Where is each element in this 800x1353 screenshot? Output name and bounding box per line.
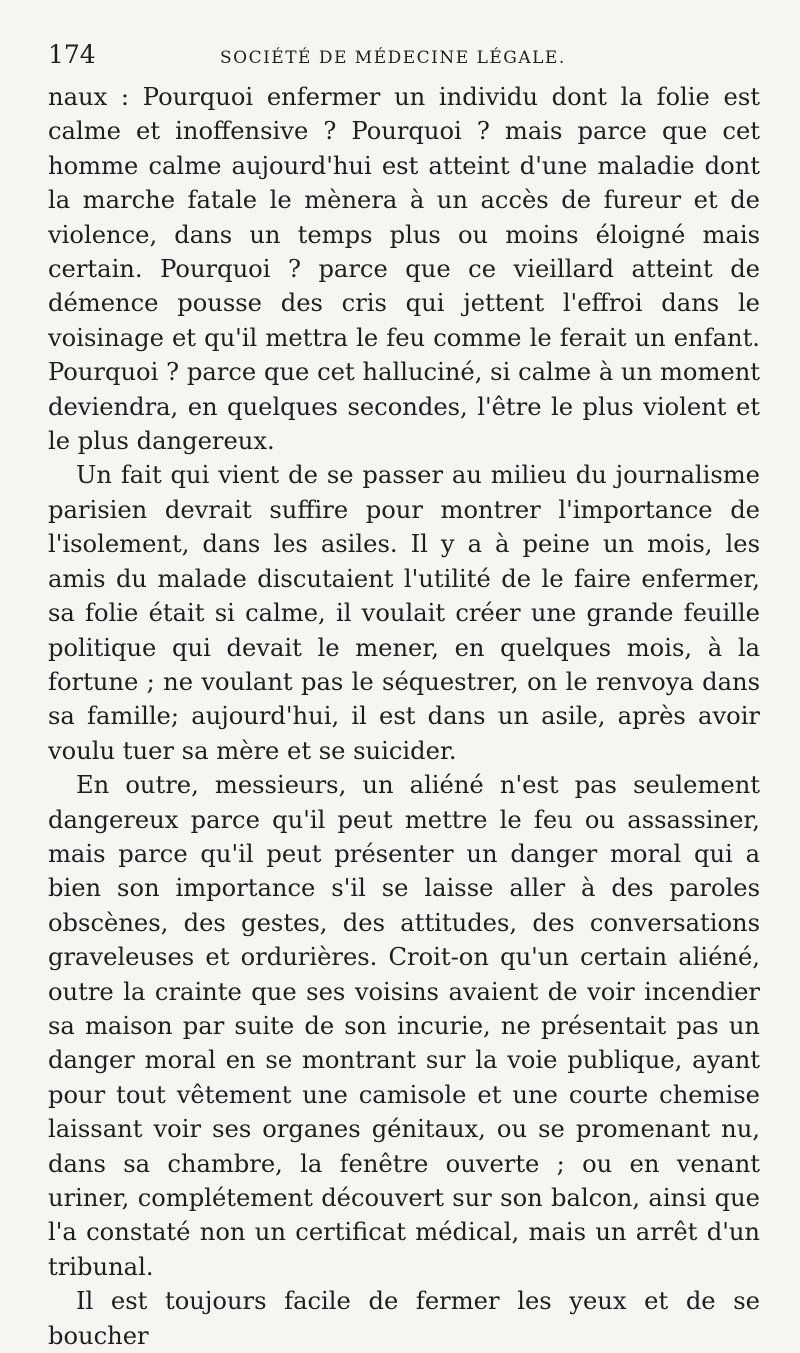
body-text — [48, 80, 760, 1353]
running-title: SOCIÉTÉ DE MÉDECINE LÉGALE. — [220, 48, 566, 68]
paragraph-moral-danger: En outre, messieurs, un aliéné n'est pas seulement dangereux parce qu'il peut mettre le feu ou assassiner, mais parce qu'il peut présenter un danger moral qui a bien son importance s'il se laisse aller à des paroles obscènes, des gestes, des attitudes, des conversations graveleuses et ordurières. Croit-on qu'un certain aliéné, outre la crainte que ses voisins avaient de voir incendier sa maison par suite de son incurie, ne présentait pas un danger moral en se montrant sur la voie publique, ayant pour tout vêtement une camisole et une courte chemise laissant voir ses organes génitaux, ou se promenant nu, dans sa chambre, la fenêtre ouverte ; ou en venant uriner, complétement découvert sur son balcon, ainsi que l'a constaté non un certificat médical, mais un arrêt d'un tribunal. — [48, 771, 760, 1281]
page-number: 174 — [48, 40, 96, 69]
paragraph-journalism-anecdote: Un fait qui vient de se passer au milieu du journalisme parisien devrait suffire pour montrer l'importance de l'isolement, dans les asiles. Il y a à peine un mois, les amis du malade discutaient l'utilité de le faire enfermer, sa folie était si calme, il voulait créer une grande feuille politique qui devait le mener, en quelques mois, à la fortune ; ne voulant pas le séquestrer, on le renvoya dans sa famille; aujourd'hui, il est dans un asile, après avoir voulu tuer sa mère et se suicider. — [48, 461, 760, 765]
paragraph-closing-fragment: Il est toujours facile de fermer les yeux et de se boucher — [48, 1287, 760, 1350]
running-head — [48, 40, 760, 80]
paragraph-continued: naux : Pourquoi enfermer un individu dont la folie est calme et inoffensive ? Pourquoi ? mais parce que cet homme calme aujourd'hui est atteint d'une maladie dont la marche fatale le mènera à un accès de fureur et de violence, dans un temps plus ou moins éloigné mais certain. Pourquoi ? parce que ce vieillard atteint de démence pousse des cris qui jettent l'effroi dans le voisinage et qu'il mettra le feu comme le ferait un enfant. Pourquoi ? parce que cet halluciné, si calme à un moment deviendra, en quelques secondes, l'être le plus violent et le plus dangereux. — [48, 83, 760, 456]
